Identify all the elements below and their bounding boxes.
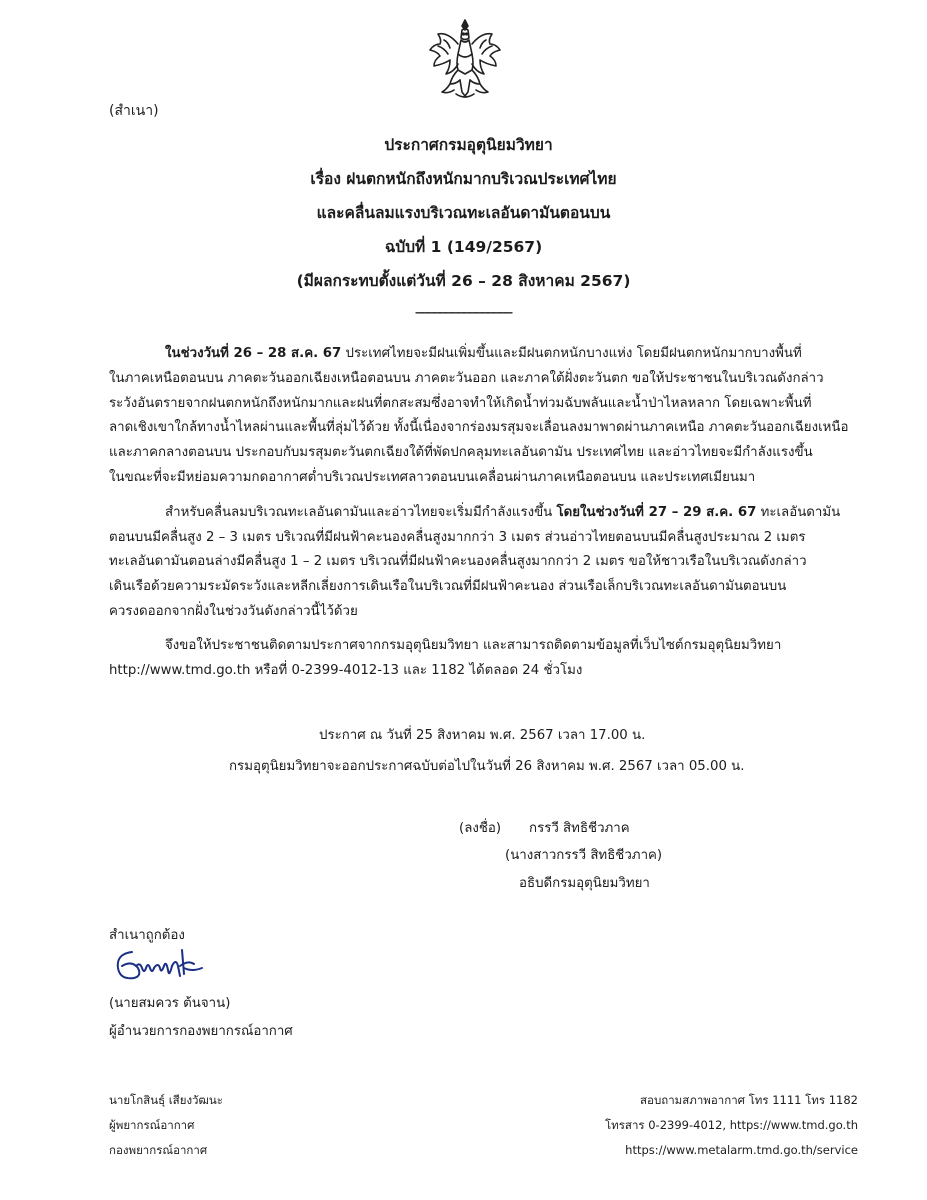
footer-left <box>109 1088 223 1163</box>
footer-right <box>605 1088 858 1163</box>
next-issue-notice: กรมอุตุนิยมวิทยาจะออกประกาศฉบับต่อไปในวันที่ 26 สิงหาคม พ.ศ. 2567 เวลา 05.00 น. <box>229 759 745 774</box>
contact-hotline: สอบถามสภาพอากาศ โทร 1111 โทร 1182 <box>640 1093 858 1107</box>
heading-divider: ________________ <box>415 298 512 314</box>
signed-label: (ลงชื่อ) <box>459 821 502 836</box>
paragraph-line: ทะเลอันดามัน <box>756 504 841 520</box>
forecaster-role: ผู้พยากรณ์อากาศ <box>109 1118 195 1132</box>
subject-line-1: เรื่อง ฝนตกหนักถึงหนักมากบริเวณประเทศไทย <box>310 170 617 188</box>
paragraph-line: สำหรับคลื่นลมบริเวณทะเลอันดามันและอ่าวไทยจะเริ่มมีกำลังแรงขึ้น <box>165 504 557 520</box>
paragraph-line: เดินเรือด้วยความระมัดระวังและหลีกเลี่ยงการเดินเรือในบริเวณที่มีฝนฟ้าคะนอง ส่วนเรือเล็กบริเวณทะเลอันดามันตอนบน <box>109 579 787 595</box>
paragraph-line: ควรงดออกจากฝั่งในช่วงวันดังกล่าวนี้ไว้ด้วย <box>109 603 358 619</box>
document-body <box>109 342 859 698</box>
signature-line <box>459 817 630 838</box>
paragraph-line: ระวังอันตรายจากฝนตกหนักถึงหนักมากและฝนที่ตกสะสมซึ่งอาจทำให้เกิดน้ำท่วมฉับพลันและน้ำป่าไหลหลาก โดยเฉพาะพื้นที่ <box>109 395 812 411</box>
issue-number: ฉบับที่ 1 (149/2567) <box>384 238 543 256</box>
forecaster-name: นายโกสินธุ์ เสียงวัฒนะ <box>109 1093 223 1107</box>
signatory-position: อธิบดีกรมอุตุนิยมวิทยา <box>519 876 650 891</box>
certifier-name: (นายสมควร ต้นจาน) <box>109 996 231 1011</box>
paragraph-line: ประเทศไทยจะมีฝนเพิ่มขึ้นและมีฝนตกหนักบางแห่ง โดยมีฝนตกหนักมากบางพื้นที่ <box>341 346 802 361</box>
effective-period: (มีผลกระทบตั้งแต่วันที่ 26 – 28 สิงหาคม 2567) <box>296 272 631 290</box>
signatory-full-name: (นางสาวกรรวี สิทธิชีวภาค) <box>505 848 663 863</box>
paragraph-line: ในขณะที่จะมีหย่อมความกดอากาศต่ำบริเวณประเทศลาวตอนบนเคลื่อนผ่านภาคเหนือตอนบน และประเทศเมียนมา <box>109 469 756 485</box>
contact-alarm-url: https://www.metalarm.tmd.go.th/service <box>625 1143 858 1157</box>
forecaster-division: กองพยากรณ์อากาศ <box>109 1143 208 1157</box>
certified-copy-label: สำเนาถูกต้อง <box>109 928 185 943</box>
rainfall-period: ในช่วงวันที่ 26 – 28 ส.ค. 67 <box>165 346 342 361</box>
paragraph-line: ทะเลอันดามันตอนล่างมีคลื่นสูง 1 – 2 เมตร บริเวณที่มีฝนฟ้าคะนองคลื่นสูงมากกว่า 2 เมตร ขอให้ชาวเรือในบริเวณดังกล่าว <box>109 554 807 570</box>
handwritten-signature-icon <box>110 944 210 990</box>
paragraph-rainfall <box>109 342 859 491</box>
paragraph-line: ในภาคเหนือตอนบน ภาคตะวันออกเฉียงเหนือตอนบน ภาคตะวันออก และภาคใต้ฝั่งตะวันตก ขอให้ประชาชนในบริเวณดังกล่าว <box>109 370 824 386</box>
paragraph-line: และภาคกลางตอนบน ประกอบกับมรสุมตะวันตกเฉียงใต้ที่พัดปกคลุมทะเลอันดามัน ประเทศไทย และอ่าวไทยจะมีกำลังแรงขึ้น <box>109 445 813 461</box>
certifier-position: ผู้อำนวยการกองพยากรณ์อากาศ <box>109 1024 293 1039</box>
paragraph-line: จึงขอให้ประชาชนติดตามประกาศจากกรมอุตุนิยมวิทยา และสามารถติดตามข้อมูลที่เว็บไซต์กรมอุตุนิยมวิทยา <box>165 637 782 653</box>
paragraph-line: ลาดเชิงเขาใกล้ทางน้ำไหลผ่านและพื้นที่ลุ่มไว้ด้วย ทั้งนี้เนื่องจากร่องมรสุมจะเลื่อนลงมาพาดผ่านภาคเหนือ ภาคตะวันออกเฉียงเหนือ <box>109 420 849 436</box>
waves-period: โดยในช่วงวันที่ 27 – 29 ส.ค. 67 <box>556 504 757 520</box>
paragraph-follow-up <box>109 634 859 684</box>
subject-line-2: และคลื่นลมแรงบริเวณทะเลอันดามันตอนบน <box>316 204 611 222</box>
document-heading <box>0 128 927 313</box>
paragraph-line: http://www.tmd.go.th หรือที่ 0-2399-4012-13 และ 1182 ได้ตลอด 24 ชั่วโมง <box>109 662 583 678</box>
garuda-emblem-icon <box>420 14 510 104</box>
announcement-date: ประกาศ ณ วันที่ 25 สิงหาคม พ.ศ. 2567 เวลา 17.00 น. <box>319 728 646 743</box>
paragraph-line: ตอนบนมีคลื่นสูง 2 – 3 เมตร บริเวณที่มีฝนฟ้าคะนองคลื่นสูงมากกว่า 3 เมตร ส่วนอ่าวไทยตอนบนมีคลื่นสูงประมาณ 2 เมตร <box>109 529 806 545</box>
paragraph-waves <box>109 501 859 625</box>
document-title: ประกาศกรมอุตุนิยมวิทยา <box>384 136 553 154</box>
signed-name: กรรวี สิทธิชีวภาค <box>529 821 630 836</box>
copy-label: (สำเนา) <box>109 103 159 119</box>
contact-fax-web: โทรสาร 0-2399-4012, https://www.tmd.go.th <box>605 1118 858 1132</box>
